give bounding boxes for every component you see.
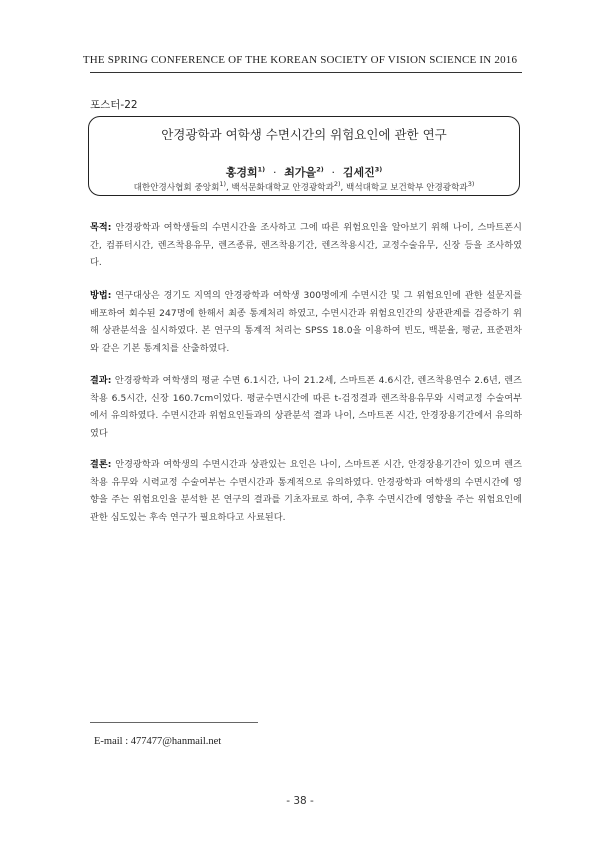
affiliation-name: 백석대학교 보건학부 안경광학과 (346, 183, 468, 193)
section-text: 안경광학과 여학생의 평균 수면 6.1시간, 나이 21.2세, 스마트폰 4.6시간, 렌즈착용연수 2.6년, 렌즈착용 6.5시간, 신장 160.7cm이었다. 평균수면시간에 따른 t-검정결과 렌즈착용유무와 시력교정 수술여부에서 유의하였다. 수면시간과 위험요인들과의 상관분석 결과 나이, 스마트폰 시간, 안경장용기간에서 유의하였다 (90, 376, 522, 439)
footnote-email: E-mail : 477477@hanmail.net (94, 736, 222, 747)
section-method (90, 288, 522, 358)
author-separator: · (331, 166, 336, 179)
section-label: 목적: (90, 223, 112, 233)
affiliation-separator: , (226, 183, 229, 193)
author-superscript: 3) (374, 165, 383, 174)
title-box (88, 116, 520, 196)
section-text: 연구대상은 경기도 지역의 안경광학과 여학생 300명에게 수면시간 및 그 위험요인에 관한 설문지를 배포하여 회수된 247명에 한해서 최종 통계처리 하였고, 수면시간과 위험요인간의 상관관계를 검증하기 위해 상관분석을 실시하였다. 본 연구의 통계적 처리는 SPSS 18.0을 이용하여 빈도, 백분율, 평균, 표준편차와 같은 기본 통계치를 산출하였다. (90, 291, 522, 354)
conference-header: THE SPRING CONFERENCE OF THE KOREAN SOCIETY OF VISION SCIENCE IN 2016 (82, 54, 518, 66)
header-divider (90, 72, 522, 73)
section-purpose (90, 220, 522, 273)
affiliation-separator: , (340, 183, 344, 193)
affiliation-name: 백석문화대학교 안경광학과 (231, 183, 334, 193)
section-label: 결과: (90, 376, 112, 386)
section-text: 안경광학과 여학생의 수면시간과 상관있는 요인은 나이, 스마트폰 시간, 안경장용기간이 있으며 렌즈착용 유무와 시력교정 수술여부는 수면시간과 통계적으로 유의하였다. 안경광학과 여학생의 수면시간에 영향을 주는 위험요인을 분석한 본 연구의 결과를 기초자료로 하여, 추후 수면시간에 영향을 주는 위험요인에 관한 심도있는 후속 연구가 필요하다고 사료된다. (90, 460, 523, 523)
page-number: - 38 - (286, 795, 314, 807)
author-name: 최가을 (284, 166, 317, 179)
poster-label: 포스터-22 (90, 99, 138, 111)
author-superscript: 2) (316, 165, 324, 174)
section-results (90, 373, 522, 443)
section-text: 안경광학과 여학생들의 수면시간을 조사하고 그에 따른 위험요인을 알아보기 위해 나이, 스마트폰시간, 컴퓨터시간, 렌즈착용유무, 렌즈종류, 렌즈착용기간, 렌즈착용시간, 교정수술유무, 신장 등을 조사하였다. (90, 223, 522, 269)
author-name: 김세진 (342, 166, 375, 179)
section-label: 방법: (90, 291, 112, 301)
author-superscript: 1) (257, 165, 266, 174)
footnote-divider (90, 722, 258, 723)
paper-title: 안경광학과 여학생 수면시간의 위험요인에 관한 연구 (161, 127, 447, 142)
affiliation-superscript: 3) (467, 180, 475, 189)
author-separator: · (272, 166, 277, 179)
author-list (89, 164, 519, 180)
section-label: 결론: (90, 460, 112, 470)
affiliation-list (89, 181, 519, 193)
section-conclusion (90, 457, 522, 527)
affiliation-superscript: 2) (333, 180, 341, 189)
affiliation-superscript: 1) (219, 180, 227, 189)
author-name: 홍경희 (225, 166, 258, 179)
affiliation-name: 대한안경사협회 중앙회 (133, 183, 220, 193)
